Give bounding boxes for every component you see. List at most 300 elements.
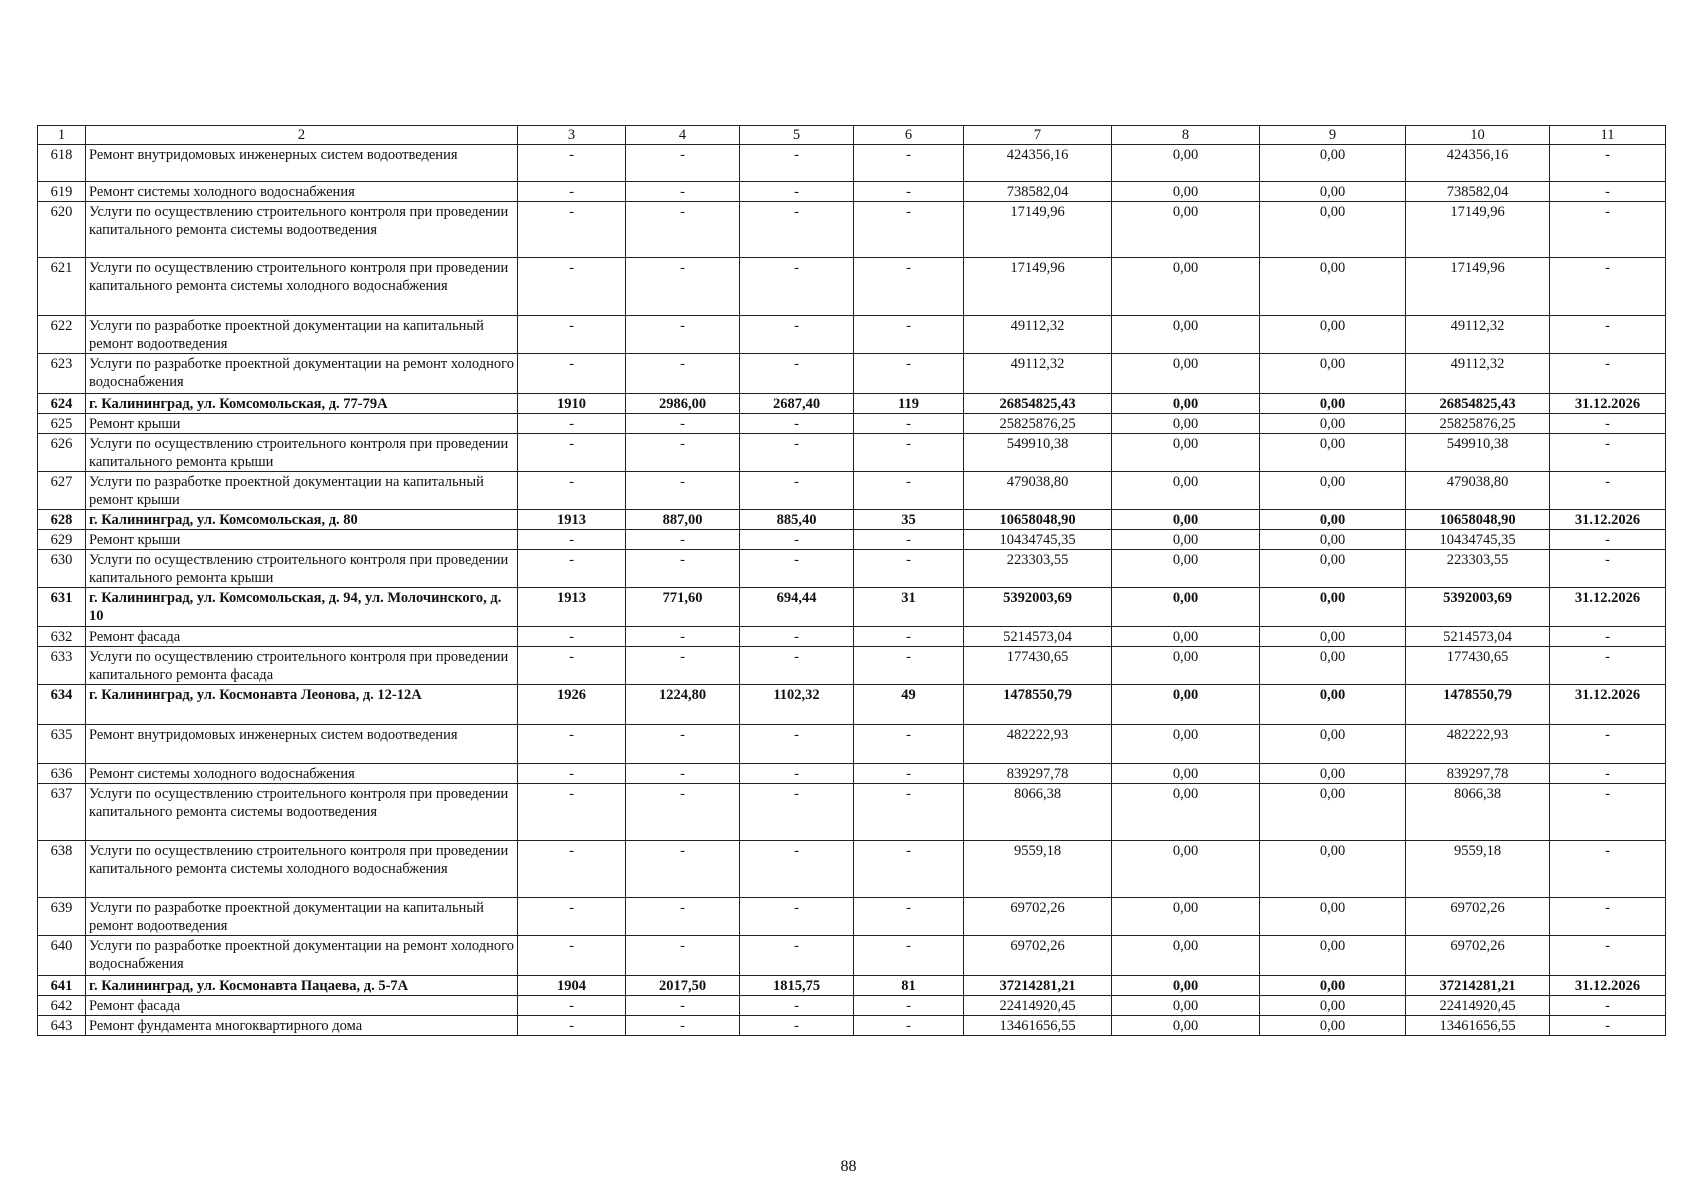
- cost-fund-cell: 9559,18: [1406, 841, 1550, 898]
- residents-cell: -: [854, 841, 964, 898]
- total-area-cell: 771,60: [626, 588, 740, 627]
- header-cell: 5: [740, 126, 854, 145]
- residents-cell: -: [854, 414, 964, 434]
- year-built-cell: -: [518, 202, 626, 258]
- header-cell: 4: [626, 126, 740, 145]
- header-cell: 1: [38, 126, 86, 145]
- year-built-cell: 1904: [518, 976, 626, 996]
- total-cost-cell: 223303,55: [964, 550, 1112, 588]
- residents-cell: -: [854, 202, 964, 258]
- deadline-cell: -: [1550, 936, 1666, 976]
- total-area-cell: -: [626, 936, 740, 976]
- deadline-cell: -: [1550, 202, 1666, 258]
- repair-program-table: [37, 125, 1666, 1036]
- total-area-cell: -: [626, 647, 740, 685]
- residents-cell: 119: [854, 394, 964, 414]
- row-number-cell: 623: [38, 354, 86, 394]
- cost-fund-cell: 69702,26: [1406, 936, 1550, 976]
- table-row: [38, 841, 1666, 898]
- cost-regional-cell: 0,00: [1260, 1016, 1406, 1036]
- cost-fund-cell: 5214573,04: [1406, 627, 1550, 647]
- table-row: [38, 898, 1666, 936]
- row-description-cell: Услуги по разработке проектной документации на капитальный ремонт крыши: [86, 472, 518, 510]
- row-description-cell: Услуги по разработке проектной документации на ремонт холодного водоснабжения: [86, 354, 518, 394]
- deadline-cell: -: [1550, 1016, 1666, 1036]
- table-row: [38, 472, 1666, 510]
- living-area-cell: -: [740, 725, 854, 764]
- row-number-cell: 628: [38, 510, 86, 530]
- year-built-cell: -: [518, 530, 626, 550]
- residents-cell: 31: [854, 588, 964, 627]
- deadline-cell: -: [1550, 725, 1666, 764]
- table-row: [38, 434, 1666, 472]
- deadline-cell: -: [1550, 182, 1666, 202]
- cost-regional-cell: 0,00: [1260, 394, 1406, 414]
- row-number-cell: 637: [38, 784, 86, 841]
- cost-federal-cell: 0,00: [1112, 202, 1260, 258]
- table-row: [38, 725, 1666, 764]
- year-built-cell: -: [518, 354, 626, 394]
- total-cost-cell: 22414920,45: [964, 996, 1112, 1016]
- cost-fund-cell: 37214281,21: [1406, 976, 1550, 996]
- total-cost-cell: 8066,38: [964, 784, 1112, 841]
- residents-cell: -: [854, 996, 964, 1016]
- cost-federal-cell: 0,00: [1112, 685, 1260, 725]
- total-area-cell: -: [626, 1016, 740, 1036]
- cost-fund-cell: 479038,80: [1406, 472, 1550, 510]
- table-row: [38, 996, 1666, 1016]
- living-area-cell: -: [740, 530, 854, 550]
- deadline-cell: -: [1550, 764, 1666, 784]
- cost-federal-cell: 0,00: [1112, 588, 1260, 627]
- total-area-cell: 2986,00: [626, 394, 740, 414]
- total-area-cell: 1224,80: [626, 685, 740, 725]
- deadline-cell: -: [1550, 414, 1666, 434]
- deadline-cell: -: [1550, 627, 1666, 647]
- total-area-cell: -: [626, 841, 740, 898]
- cost-federal-cell: 0,00: [1112, 1016, 1260, 1036]
- cost-fund-cell: 549910,38: [1406, 434, 1550, 472]
- cost-regional-cell: 0,00: [1260, 647, 1406, 685]
- cost-fund-cell: 49112,32: [1406, 354, 1550, 394]
- row-description-cell: Услуги по осуществлению строительного контроля при проведении капитального ремонта крыши: [86, 434, 518, 472]
- total-area-cell: -: [626, 202, 740, 258]
- total-cost-cell: 69702,26: [964, 898, 1112, 936]
- total-area-cell: -: [626, 354, 740, 394]
- cost-regional-cell: 0,00: [1260, 202, 1406, 258]
- year-built-cell: -: [518, 182, 626, 202]
- total-area-cell: -: [626, 725, 740, 764]
- table-row: [38, 354, 1666, 394]
- row-description-cell: Услуги по разработке проектной документации на капитальный ремонт водоотведения: [86, 316, 518, 354]
- cost-regional-cell: 0,00: [1260, 510, 1406, 530]
- total-area-cell: -: [626, 434, 740, 472]
- cost-regional-cell: 0,00: [1260, 588, 1406, 627]
- table-row: [38, 550, 1666, 588]
- living-area-cell: -: [740, 434, 854, 472]
- residents-cell: 35: [854, 510, 964, 530]
- cost-fund-cell: 25825876,25: [1406, 414, 1550, 434]
- living-area-cell: -: [740, 414, 854, 434]
- total-cost-cell: 69702,26: [964, 936, 1112, 976]
- residents-cell: -: [854, 647, 964, 685]
- year-built-cell: -: [518, 996, 626, 1016]
- living-area-cell: -: [740, 145, 854, 182]
- residents-cell: -: [854, 784, 964, 841]
- row-description-cell: Услуги по разработке проектной документации на капитальный ремонт водоотведения: [86, 898, 518, 936]
- cost-regional-cell: 0,00: [1260, 725, 1406, 764]
- total-area-cell: -: [626, 316, 740, 354]
- table-row: [38, 647, 1666, 685]
- deadline-cell: 31.12.2026: [1550, 394, 1666, 414]
- total-area-cell: -: [626, 996, 740, 1016]
- row-number-cell: 618: [38, 145, 86, 182]
- row-number-cell: 642: [38, 996, 86, 1016]
- year-built-cell: -: [518, 725, 626, 764]
- cost-fund-cell: 223303,55: [1406, 550, 1550, 588]
- header-cell: 7: [964, 126, 1112, 145]
- table-row: [38, 784, 1666, 841]
- residents-cell: -: [854, 725, 964, 764]
- total-cost-cell: 5214573,04: [964, 627, 1112, 647]
- cost-federal-cell: 0,00: [1112, 898, 1260, 936]
- residents-cell: -: [854, 627, 964, 647]
- total-cost-cell: 424356,16: [964, 145, 1112, 182]
- cost-federal-cell: 0,00: [1112, 434, 1260, 472]
- year-built-cell: -: [518, 647, 626, 685]
- living-area-cell: -: [740, 316, 854, 354]
- year-built-cell: 1910: [518, 394, 626, 414]
- living-area-cell: -: [740, 784, 854, 841]
- cost-federal-cell: 0,00: [1112, 976, 1260, 996]
- living-area-cell: 2687,40: [740, 394, 854, 414]
- total-cost-cell: 1478550,79: [964, 685, 1112, 725]
- table-row: [38, 530, 1666, 550]
- table-row: [38, 976, 1666, 996]
- row-number-cell: 636: [38, 764, 86, 784]
- cost-federal-cell: 0,00: [1112, 258, 1260, 316]
- row-number-cell: 638: [38, 841, 86, 898]
- total-cost-cell: 25825876,25: [964, 414, 1112, 434]
- cost-fund-cell: 1478550,79: [1406, 685, 1550, 725]
- cost-federal-cell: 0,00: [1112, 550, 1260, 588]
- row-number-cell: 635: [38, 725, 86, 764]
- cost-regional-cell: 0,00: [1260, 976, 1406, 996]
- total-cost-cell: 49112,32: [964, 316, 1112, 354]
- total-cost-cell: 49112,32: [964, 354, 1112, 394]
- row-description-cell: Ремонт внутридомовых инженерных систем водоотведения: [86, 145, 518, 182]
- deadline-cell: 31.12.2026: [1550, 976, 1666, 996]
- year-built-cell: 1913: [518, 510, 626, 530]
- total-cost-cell: 479038,80: [964, 472, 1112, 510]
- cost-regional-cell: 0,00: [1260, 182, 1406, 202]
- total-cost-cell: 482222,93: [964, 725, 1112, 764]
- cost-federal-cell: 0,00: [1112, 784, 1260, 841]
- cost-federal-cell: 0,00: [1112, 647, 1260, 685]
- living-area-cell: 1815,75: [740, 976, 854, 996]
- row-number-cell: 625: [38, 414, 86, 434]
- table-row: [38, 588, 1666, 627]
- cost-federal-cell: 0,00: [1112, 414, 1260, 434]
- total-area-cell: -: [626, 764, 740, 784]
- row-description-cell: Ремонт системы холодного водоснабжения: [86, 182, 518, 202]
- cost-fund-cell: 17149,96: [1406, 202, 1550, 258]
- total-area-cell: -: [626, 550, 740, 588]
- total-area-cell: -: [626, 414, 740, 434]
- residents-cell: 49: [854, 685, 964, 725]
- residents-cell: -: [854, 182, 964, 202]
- header-cell: 11: [1550, 126, 1666, 145]
- cost-federal-cell: 0,00: [1112, 530, 1260, 550]
- cost-regional-cell: 0,00: [1260, 996, 1406, 1016]
- header-cell: 8: [1112, 126, 1260, 145]
- table-row: [38, 202, 1666, 258]
- cost-fund-cell: 22414920,45: [1406, 996, 1550, 1016]
- residents-cell: -: [854, 434, 964, 472]
- row-description-cell: Ремонт фасада: [86, 627, 518, 647]
- deadline-cell: -: [1550, 996, 1666, 1016]
- cost-fund-cell: 738582,04: [1406, 182, 1550, 202]
- year-built-cell: -: [518, 472, 626, 510]
- total-area-cell: -: [626, 145, 740, 182]
- residents-cell: -: [854, 550, 964, 588]
- row-number-cell: 621: [38, 258, 86, 316]
- cost-fund-cell: 839297,78: [1406, 764, 1550, 784]
- cost-regional-cell: 0,00: [1260, 627, 1406, 647]
- deadline-cell: -: [1550, 434, 1666, 472]
- row-description-cell: г. Калининград, ул. Космонавта Леонова, д. 12-12А: [86, 685, 518, 725]
- living-area-cell: -: [740, 1016, 854, 1036]
- cost-federal-cell: 0,00: [1112, 725, 1260, 764]
- year-built-cell: 1913: [518, 588, 626, 627]
- cost-regional-cell: 0,00: [1260, 898, 1406, 936]
- cost-fund-cell: 177430,65: [1406, 647, 1550, 685]
- table-row: [38, 145, 1666, 182]
- cost-regional-cell: 0,00: [1260, 784, 1406, 841]
- total-area-cell: 2017,50: [626, 976, 740, 996]
- total-cost-cell: 738582,04: [964, 182, 1112, 202]
- year-built-cell: -: [518, 414, 626, 434]
- total-cost-cell: 177430,65: [964, 647, 1112, 685]
- living-area-cell: 694,44: [740, 588, 854, 627]
- living-area-cell: -: [740, 647, 854, 685]
- living-area-cell: -: [740, 627, 854, 647]
- residents-cell: -: [854, 354, 964, 394]
- row-number-cell: 640: [38, 936, 86, 976]
- header-cell: 3: [518, 126, 626, 145]
- cost-regional-cell: 0,00: [1260, 764, 1406, 784]
- table-row: [38, 394, 1666, 414]
- deadline-cell: 31.12.2026: [1550, 685, 1666, 725]
- year-built-cell: 1926: [518, 685, 626, 725]
- cost-federal-cell: 0,00: [1112, 182, 1260, 202]
- row-description-cell: Ремонт внутридомовых инженерных систем водоотведения: [86, 725, 518, 764]
- cost-regional-cell: 0,00: [1260, 354, 1406, 394]
- row-description-cell: Ремонт крыши: [86, 414, 518, 434]
- year-built-cell: -: [518, 258, 626, 316]
- row-description-cell: г. Калининград, ул. Комсомольская, д. 80: [86, 510, 518, 530]
- cost-regional-cell: 0,00: [1260, 414, 1406, 434]
- row-description-cell: Услуги по осуществлению строительного контроля при проведении капитального ремонта крыши: [86, 550, 518, 588]
- total-area-cell: -: [626, 627, 740, 647]
- living-area-cell: -: [740, 550, 854, 588]
- cost-federal-cell: 0,00: [1112, 627, 1260, 647]
- residents-cell: -: [854, 764, 964, 784]
- year-built-cell: -: [518, 434, 626, 472]
- row-description-cell: Ремонт крыши: [86, 530, 518, 550]
- row-description-cell: г. Калининград, ул. Комсомольская, д. 77-79А: [86, 394, 518, 414]
- cost-regional-cell: 0,00: [1260, 472, 1406, 510]
- total-area-cell: -: [626, 472, 740, 510]
- living-area-cell: -: [740, 898, 854, 936]
- residents-cell: -: [854, 1016, 964, 1036]
- row-number-cell: 641: [38, 976, 86, 996]
- living-area-cell: -: [740, 182, 854, 202]
- table-row: [38, 936, 1666, 976]
- cost-regional-cell: 0,00: [1260, 434, 1406, 472]
- row-number-cell: 631: [38, 588, 86, 627]
- cost-fund-cell: 10658048,90: [1406, 510, 1550, 530]
- year-built-cell: -: [518, 898, 626, 936]
- living-area-cell: -: [740, 996, 854, 1016]
- cost-fund-cell: 5392003,69: [1406, 588, 1550, 627]
- row-description-cell: Услуги по осуществлению строительного контроля при проведении капитального ремонта системы водоотведения: [86, 784, 518, 841]
- row-number-cell: 630: [38, 550, 86, 588]
- table-row: [38, 316, 1666, 354]
- deadline-cell: 31.12.2026: [1550, 510, 1666, 530]
- cost-federal-cell: 0,00: [1112, 510, 1260, 530]
- total-cost-cell: 10434745,35: [964, 530, 1112, 550]
- row-number-cell: 632: [38, 627, 86, 647]
- table-row: [38, 627, 1666, 647]
- year-built-cell: -: [518, 764, 626, 784]
- header-cell: 10: [1406, 126, 1550, 145]
- cost-regional-cell: 0,00: [1260, 145, 1406, 182]
- deadline-cell: -: [1550, 550, 1666, 588]
- row-description-cell: Ремонт системы холодного водоснабжения: [86, 764, 518, 784]
- cost-federal-cell: 0,00: [1112, 316, 1260, 354]
- total-cost-cell: 17149,96: [964, 202, 1112, 258]
- residents-cell: -: [854, 316, 964, 354]
- total-area-cell: -: [626, 784, 740, 841]
- row-number-cell: 629: [38, 530, 86, 550]
- deadline-cell: -: [1550, 258, 1666, 316]
- total-cost-cell: 9559,18: [964, 841, 1112, 898]
- table-row: [38, 1016, 1666, 1036]
- page-number: 88: [840, 1158, 857, 1175]
- total-area-cell: -: [626, 182, 740, 202]
- table-row: [38, 182, 1666, 202]
- deadline-cell: -: [1550, 354, 1666, 394]
- cost-fund-cell: 13461656,55: [1406, 1016, 1550, 1036]
- cost-fund-cell: 482222,93: [1406, 725, 1550, 764]
- row-description-cell: Услуги по осуществлению строительного контроля при проведении капитального ремонта фасада: [86, 647, 518, 685]
- deadline-cell: -: [1550, 145, 1666, 182]
- total-cost-cell: 5392003,69: [964, 588, 1112, 627]
- year-built-cell: -: [518, 550, 626, 588]
- living-area-cell: 1102,32: [740, 685, 854, 725]
- cost-fund-cell: 26854825,43: [1406, 394, 1550, 414]
- cost-fund-cell: 424356,16: [1406, 145, 1550, 182]
- living-area-cell: -: [740, 258, 854, 316]
- row-number-cell: 627: [38, 472, 86, 510]
- header-row: [38, 126, 1666, 145]
- row-description-cell: Услуги по осуществлению строительного контроля при проведении капитального ремонта системы холодного водоснабжения: [86, 258, 518, 316]
- living-area-cell: -: [740, 472, 854, 510]
- year-built-cell: -: [518, 145, 626, 182]
- total-area-cell: -: [626, 898, 740, 936]
- header-cell: 9: [1260, 126, 1406, 145]
- row-number-cell: 633: [38, 647, 86, 685]
- cost-federal-cell: 0,00: [1112, 472, 1260, 510]
- total-cost-cell: 17149,96: [964, 258, 1112, 316]
- total-cost-cell: 37214281,21: [964, 976, 1112, 996]
- row-number-cell: 639: [38, 898, 86, 936]
- year-built-cell: -: [518, 1016, 626, 1036]
- living-area-cell: -: [740, 202, 854, 258]
- deadline-cell: -: [1550, 841, 1666, 898]
- total-cost-cell: 839297,78: [964, 764, 1112, 784]
- row-description-cell: г. Калининград, ул. Комсомольская, д. 94, ул. Молочинского, д. 10: [86, 588, 518, 627]
- row-number-cell: 619: [38, 182, 86, 202]
- row-description-cell: Ремонт фасада: [86, 996, 518, 1016]
- deadline-cell: -: [1550, 784, 1666, 841]
- row-description-cell: г. Калининград, ул. Космонавта Пацаева, д. 5-7А: [86, 976, 518, 996]
- residents-cell: -: [854, 145, 964, 182]
- header-cell: 6: [854, 126, 964, 145]
- living-area-cell: -: [740, 936, 854, 976]
- row-number-cell: 643: [38, 1016, 86, 1036]
- living-area-cell: 885,40: [740, 510, 854, 530]
- cost-regional-cell: 0,00: [1260, 316, 1406, 354]
- document-table-container: [37, 125, 1665, 1036]
- total-cost-cell: 549910,38: [964, 434, 1112, 472]
- table-row: [38, 414, 1666, 434]
- cost-fund-cell: 69702,26: [1406, 898, 1550, 936]
- cost-federal-cell: 0,00: [1112, 936, 1260, 976]
- cost-regional-cell: 0,00: [1260, 685, 1406, 725]
- row-description-cell: Услуги по осуществлению строительного контроля при проведении капитального ремонта системы водоотведения: [86, 202, 518, 258]
- deadline-cell: -: [1550, 472, 1666, 510]
- year-built-cell: -: [518, 316, 626, 354]
- year-built-cell: -: [518, 784, 626, 841]
- table-row: [38, 685, 1666, 725]
- table-row: [38, 258, 1666, 316]
- cost-federal-cell: 0,00: [1112, 841, 1260, 898]
- cost-federal-cell: 0,00: [1112, 996, 1260, 1016]
- row-description-cell: Ремонт фундамента многоквартирного дома: [86, 1016, 518, 1036]
- cost-regional-cell: 0,00: [1260, 258, 1406, 316]
- residents-cell: -: [854, 898, 964, 936]
- cost-fund-cell: 17149,96: [1406, 258, 1550, 316]
- cost-federal-cell: 0,00: [1112, 145, 1260, 182]
- cost-regional-cell: 0,00: [1260, 530, 1406, 550]
- table-row: [38, 510, 1666, 530]
- deadline-cell: -: [1550, 898, 1666, 936]
- deadline-cell: -: [1550, 647, 1666, 685]
- cost-federal-cell: 0,00: [1112, 764, 1260, 784]
- cost-regional-cell: 0,00: [1260, 936, 1406, 976]
- total-area-cell: -: [626, 258, 740, 316]
- residents-cell: 81: [854, 976, 964, 996]
- year-built-cell: -: [518, 841, 626, 898]
- table-row: [38, 764, 1666, 784]
- total-cost-cell: 10658048,90: [964, 510, 1112, 530]
- row-number-cell: 622: [38, 316, 86, 354]
- cost-federal-cell: 0,00: [1112, 354, 1260, 394]
- residents-cell: -: [854, 258, 964, 316]
- row-number-cell: 624: [38, 394, 86, 414]
